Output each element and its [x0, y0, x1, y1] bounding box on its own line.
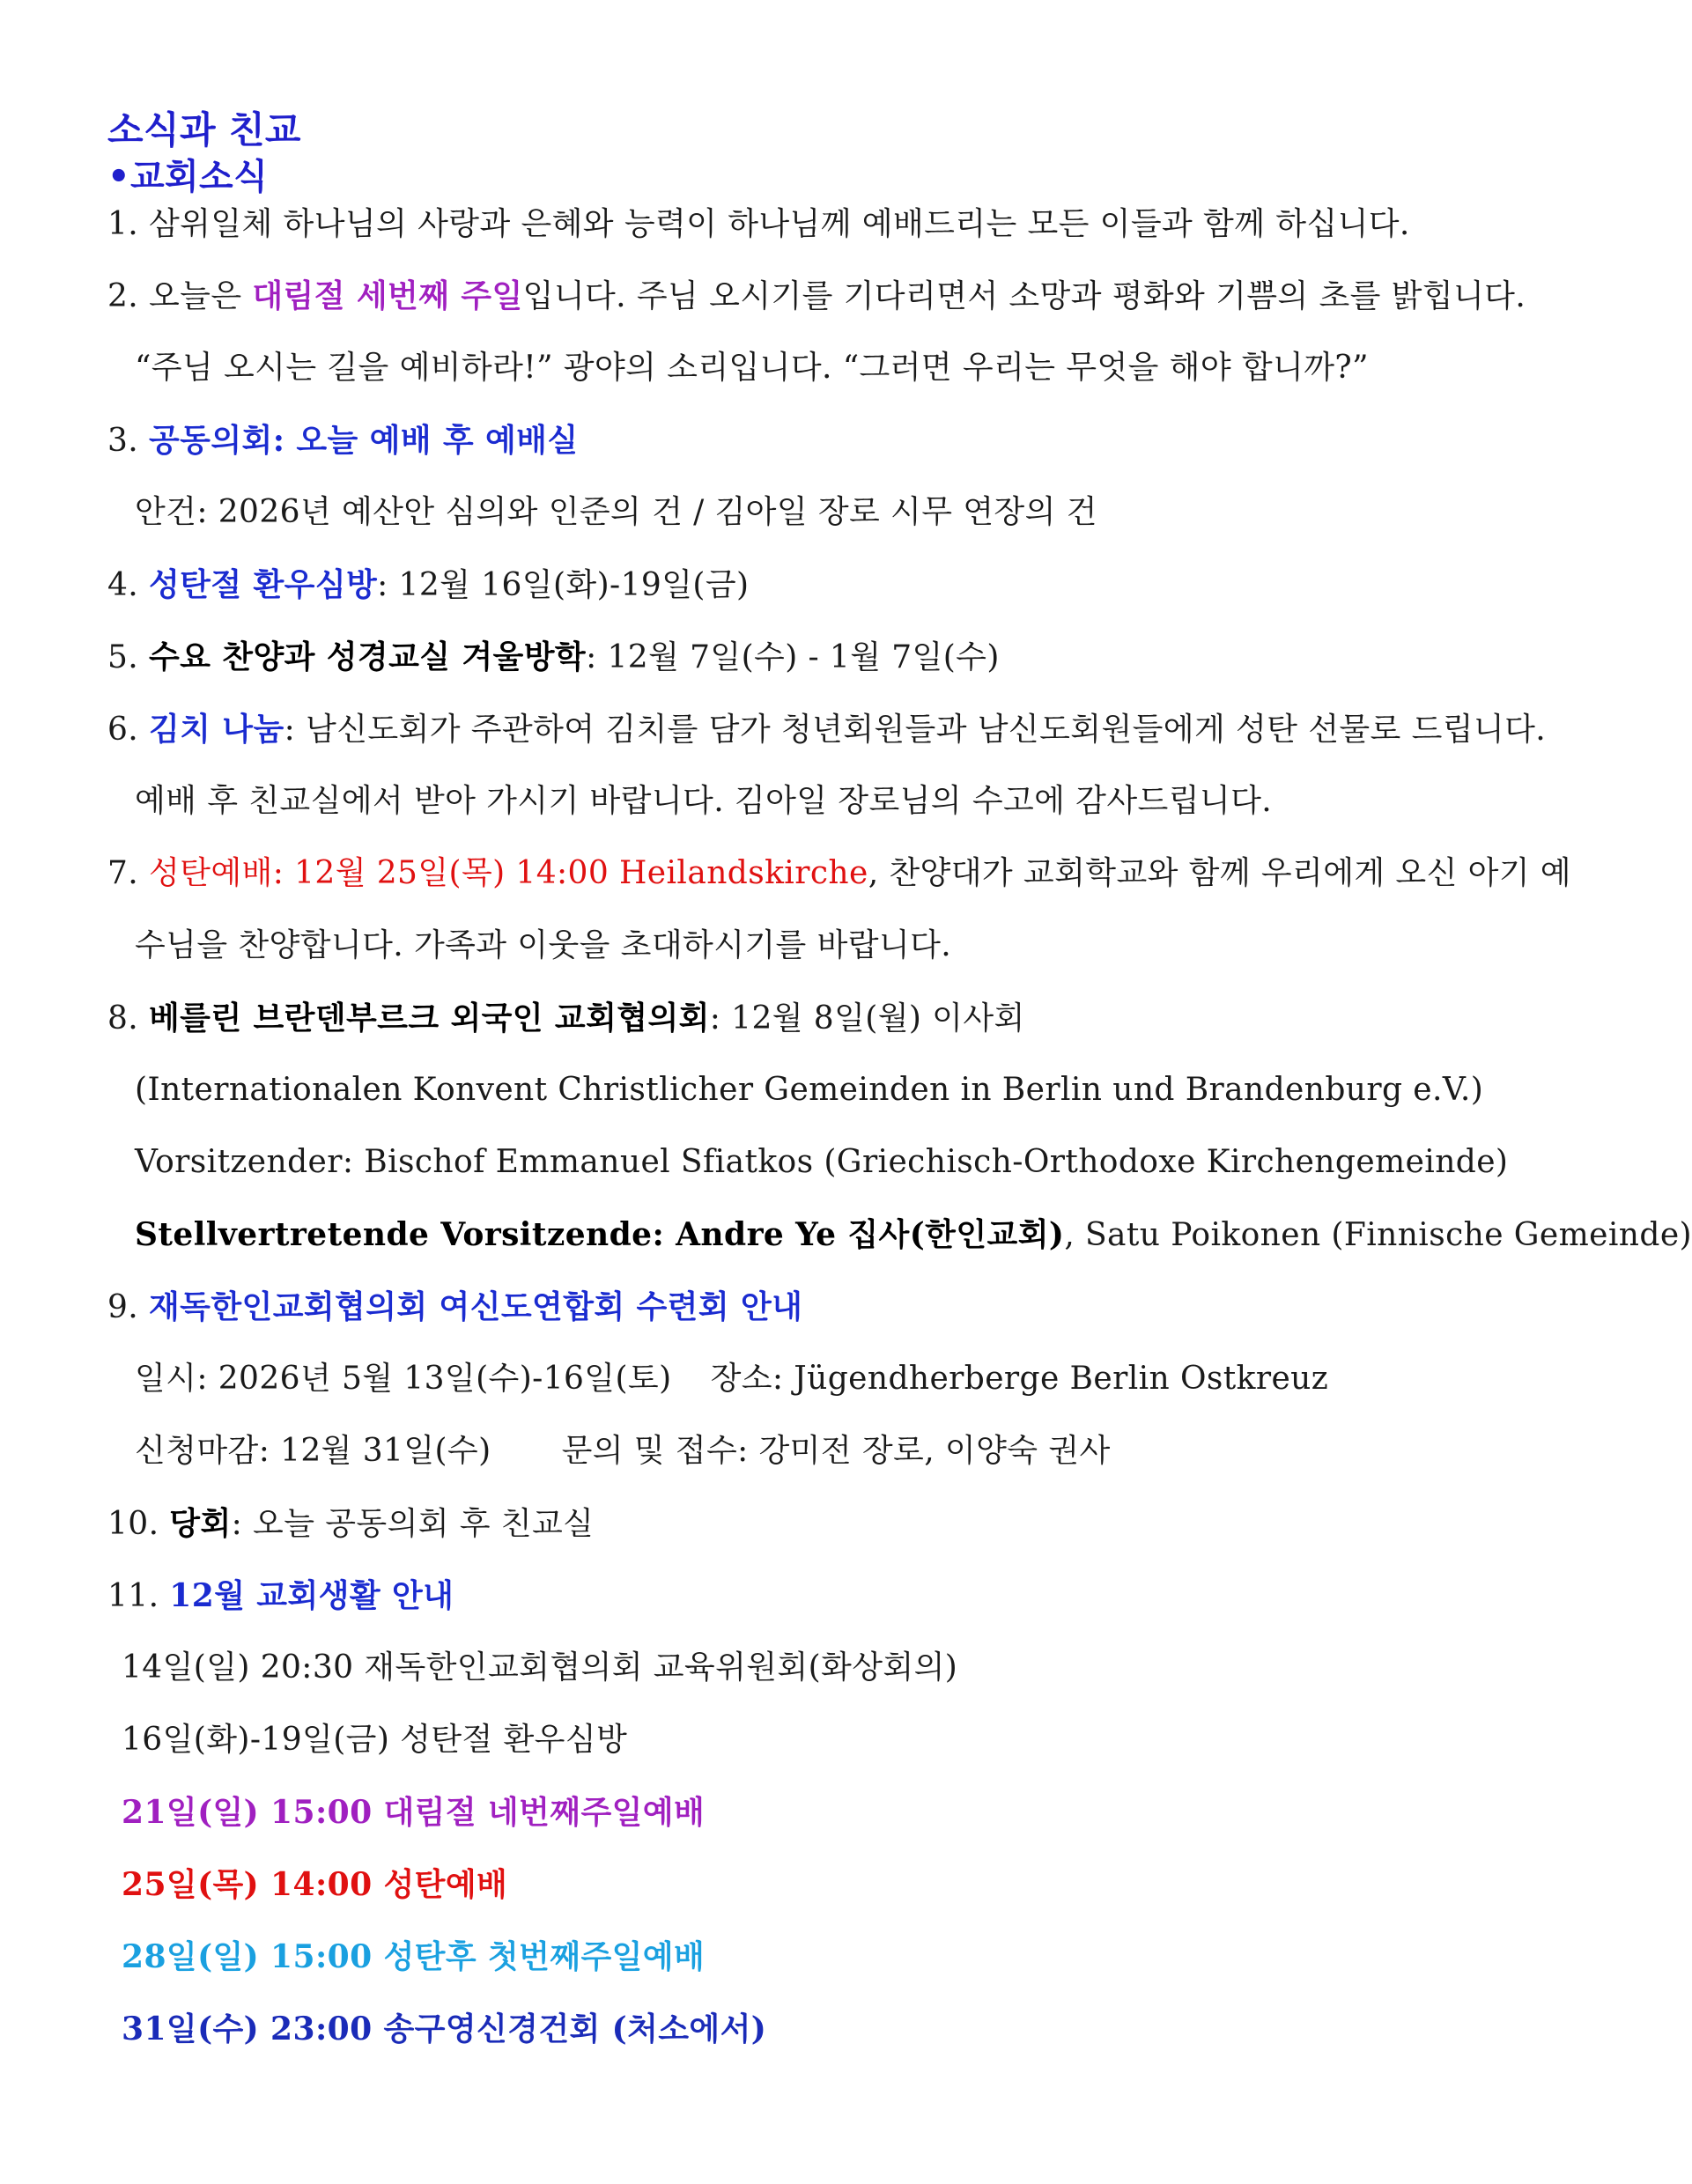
news-item-8-cont-2: Vorsitzender: Bischof Emmanuel Sfiatkos (Griechisch-Orthodoxe Kirchengemeinde) — [135, 1144, 1509, 1180]
news-item-10: 10. 당회: 오늘 공동의회 후 친교실 — [107, 1505, 595, 1542]
schedule-item-5: 28일(일) 15:00 성탄후 첫번째주일예배 — [122, 1938, 706, 1975]
news-item-4: 4. 성탄절 환우심방: 12월 16일(화)-19일(금) — [107, 566, 750, 603]
schedule-item-4: 25일(목) 14:00 성탄예배 — [122, 1866, 508, 1903]
news-item-9-cont-2: 신청마감: 12월 31일(수) 문의 및 접수: 강미전 장로, 이양숙 권사 — [135, 1433, 1111, 1469]
news-item-6: 6. 김치 나눔: 남신도회가 주관하여 김치를 담가 청년회원들과 남신도회원들에게 성탄 선물로 드립니다. — [107, 711, 1547, 748]
news-item-8-cont-1: (Internationalen Konvent Christlicher Gemeinden in Berlin und Brandenburg e.V.) — [135, 1072, 1484, 1108]
subsection-heading: •교회소식 — [107, 156, 269, 197]
news-item-3-cont: 안건: 2026년 예산안 심의와 인준의 건 / 김아일 장로 시무 연장의 건 — [135, 494, 1097, 530]
news-item-11: 11. 12월 교회생활 안내 — [107, 1577, 454, 1614]
news-item-9-cont-1: 일시: 2026년 5월 13일(수)-16일(토) 장소: Jügendherberge Berlin Ostkreuz — [135, 1361, 1329, 1397]
news-item-7: 7. 성탄예배: 12월 25일(목) 14:00 Heilandskirche, 찬양대가 교회학교와 함께 우리에게 오신 아기 예 — [107, 855, 1571, 891]
schedule-item-3: 21일(일) 15:00 대림절 네번째주일예배 — [122, 1794, 706, 1831]
news-item-2-cont: “주님 오시는 길을 예비하라!” 광야의 소리입니다. “그러면 우리는 무엇을 해야 합니까?” — [135, 350, 1369, 386]
news-item-8-cont-3: Stellvertretende Vorsitzende: Andre Ye 집사(한인교회), Satu Poikonen (Finnische Gemeinde) — [135, 1216, 1692, 1253]
news-item-9: 9. 재독한인교회협의회 여신도연합회 수련회 안내 — [107, 1288, 803, 1325]
news-item-5: 5. 수요 찬양과 성경교실 겨울방학: 12월 7일(수) - 1월 7일(수) — [107, 638, 1000, 675]
news-item-7-cont: 수님을 찬양합니다. 가족과 이웃을 초대하시기를 바랍니다. — [135, 927, 952, 963]
schedule-item-6: 31일(수) 23:00 송구영신경건회 (처소에서) — [122, 2011, 767, 2048]
schedule-item-1: 14일(일) 20:30 재독한인교회협의회 교육위원회(화상회의) — [122, 1649, 958, 1686]
section-heading: 소식과 친교 — [107, 108, 301, 151]
news-item-1: 1. 삼위일체 하나님의 사랑과 은혜와 능력이 하나님께 예배드리는 모든 이들과 함께 하십니다. — [107, 206, 1410, 242]
news-item-6-cont: 예배 후 친교실에서 받아 가시기 바랍니다. 김아일 장로님의 수고에 감사드립니다. — [135, 783, 1273, 819]
news-item-8: 8. 베를린 브란덴부르크 외국인 교회협의회: 12월 8일(월) 이사회 — [107, 1000, 1025, 1037]
schedule-item-2: 16일(화)-19일(금) 성탄절 환우심방 — [122, 1722, 628, 1758]
advent-highlight: 대림절 세번째 주일 — [252, 277, 523, 314]
news-item-2: 2. 오늘은 대림절 세번째 주일입니다. 주님 오시기를 기다리면서 소망과 평화와 기쁨의 초를 밝힙니다. — [107, 277, 1526, 314]
news-item-3: 3. 공동의회: 오늘 예배 후 예배실 — [107, 422, 579, 459]
